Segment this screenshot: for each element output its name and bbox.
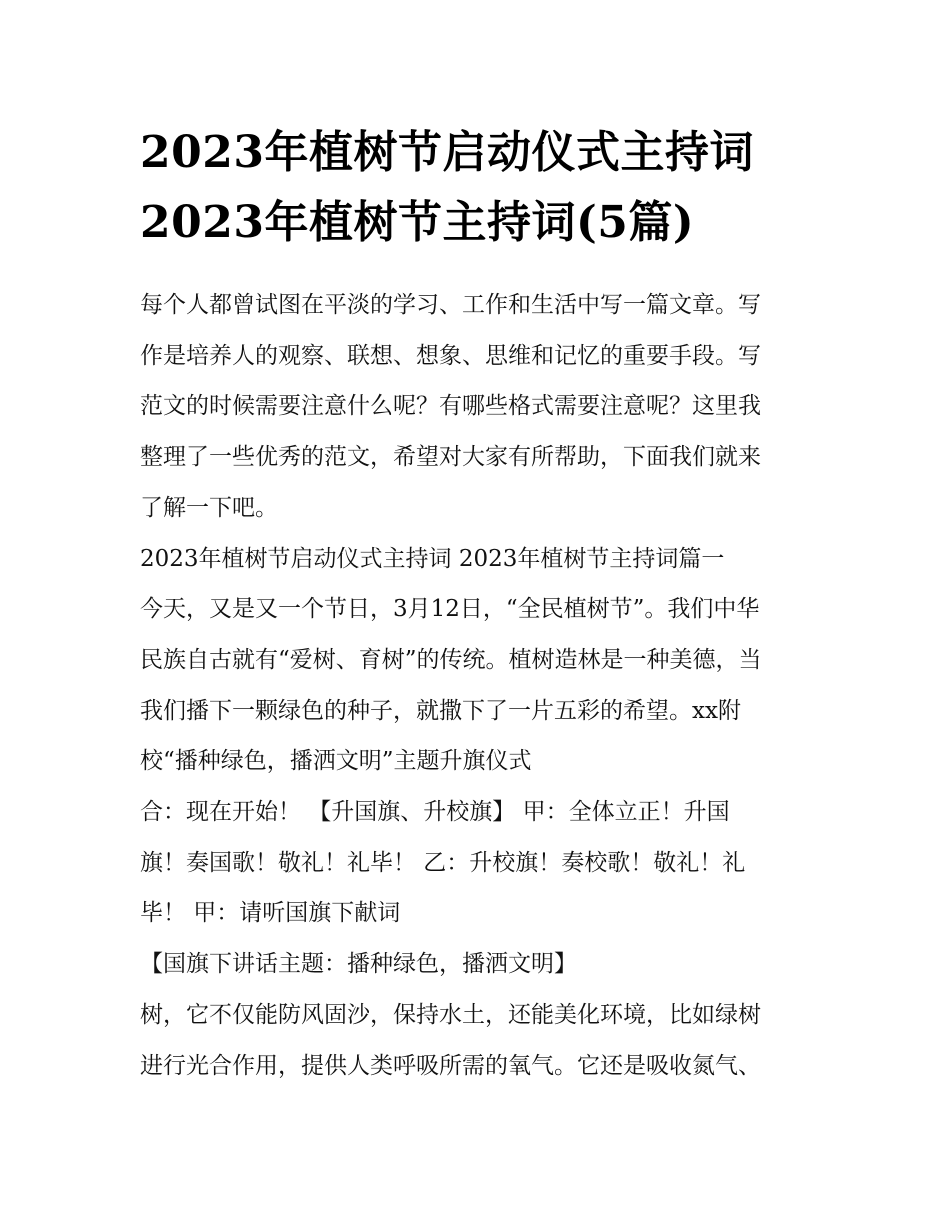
- paragraph-section-heading: [140, 534, 820, 585]
- paragraph-ceremony: [140, 787, 820, 939]
- paragraph-trees: [140, 990, 820, 1091]
- paragraph-speech-topic: [140, 939, 820, 990]
- title-line-1: 2023年植树节启动仪式主持词: [140, 127, 754, 178]
- text-line: 范文的时候需要注意什么呢？有哪些格式需要注意呢？这里我: [140, 393, 761, 420]
- text-line: 今天，又是又一个节日，3月12日，“全民植树节”。我们中华: [140, 596, 760, 623]
- text-line: 校“播种绿色，播洒文明”主题升旗仪式: [140, 748, 532, 775]
- text-line: 【国旗下讲话主题：播种绿色，播洒文明】: [140, 951, 577, 978]
- paragraph-opening: [140, 584, 820, 787]
- text-line: 作是培养人的观察、联想、想象、思维和记忆的重要手段。写: [140, 342, 761, 369]
- text-line: 树，它不仅能防风固沙，保持水土，还能美化环境，比如绿树: [140, 1001, 761, 1028]
- text-line: 旗！奏国歌！敬礼！礼毕！ 乙：升校旗！奏校歌！敬礼！礼: [140, 849, 746, 876]
- text-line: 毕！ 甲：请听国旗下献词: [140, 900, 401, 927]
- text-line: 我们播下一颗绿色的种子，就撒下了一片五彩的希望。xx附: [140, 697, 741, 724]
- title-line-2: 2023年植树节主持词(5篇): [140, 197, 695, 248]
- text-line: 合：现在开始！ 【升国旗、升校旗】 甲：全体立正！升国: [140, 799, 730, 826]
- text-line: 了解一下吧。: [140, 494, 278, 521]
- text-line: 民族自古就有“爱树、育树”的传统。植树造林是一种美德，当: [140, 646, 762, 673]
- paragraph-intro: [140, 280, 820, 534]
- document-body: [140, 280, 820, 1091]
- text-line: 进行光合作用，提供人类呼吸所需的氧气。它还是吸收氮气、: [140, 1052, 761, 1079]
- text-line: 2023年植树节启动仪式主持词 2023年植树节主持词篇一: [140, 545, 725, 572]
- text-line: 整理了一些优秀的范文，希望对大家有所帮助，下面我们就来: [140, 444, 761, 471]
- document-title: [140, 118, 820, 258]
- text-line: 每个人都曾试图在平淡的学习、工作和生活中写一篇文章。写: [140, 292, 761, 318]
